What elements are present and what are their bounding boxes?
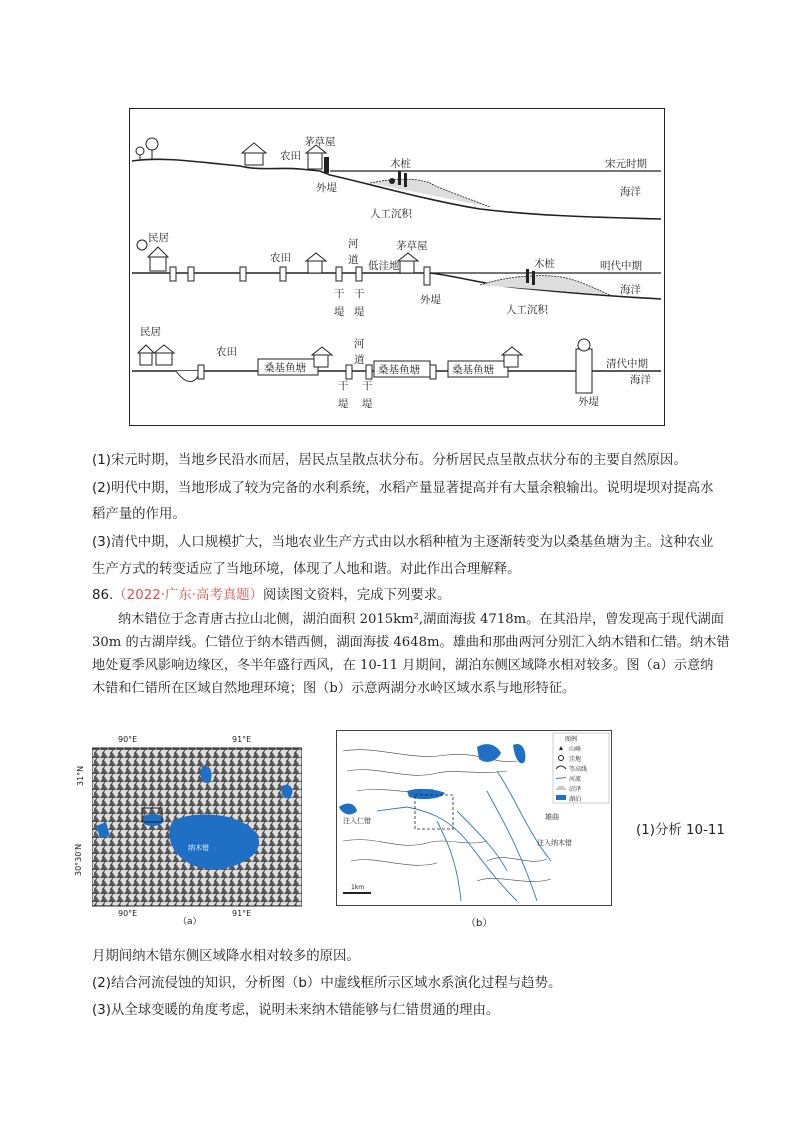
river-label: 雄曲 [545, 813, 559, 821]
label: 明代中期 [600, 260, 642, 272]
label: 海洋 [620, 186, 641, 198]
legend-title: 图例 [565, 736, 578, 743]
label: 海洋 [620, 284, 641, 296]
label: 堤 [354, 306, 365, 318]
question-3-cont: 生产方式的转变适应了当地环境，体现了人地和谐。对此作出合理解释。 [92, 562, 521, 577]
label: 人工沉积 [370, 208, 412, 220]
lake [339, 804, 357, 815]
question-2: (2)明代中期，当地形成了较为完备的水利系统，水稻产量显著提高并有大量余粮输出。说明堤坝对提高水 [92, 481, 714, 496]
label: 外堤 [578, 396, 599, 408]
legend [553, 733, 609, 803]
label: 堤 [362, 398, 373, 410]
legend-item: 湖泊 [569, 796, 582, 803]
lat-label: 31°N [76, 765, 85, 786]
label: 清代中期 [606, 358, 648, 370]
label: 外堤 [316, 182, 337, 194]
label: 低洼地 [368, 260, 400, 272]
legend-item: 山峰 [569, 746, 582, 753]
label: 干 [334, 288, 345, 300]
question-2-cont: 稻产量的作用。 [92, 507, 186, 522]
question-86-header [92, 587, 450, 605]
house-icon [154, 345, 174, 365]
legend-item: 沼泽 [569, 786, 582, 793]
inflow-label: 注入纳木错 [537, 839, 572, 847]
lon-label: 90°E [118, 735, 138, 744]
label: 干 [354, 288, 365, 300]
house-icon [138, 345, 154, 365]
label: 农田 [270, 252, 291, 264]
label: 干 [338, 380, 349, 392]
lake-label: 纳木错 [188, 844, 209, 852]
label: 木桩 [390, 158, 411, 170]
label: 桑基鱼塘 [452, 364, 494, 376]
hut-icon [502, 347, 522, 367]
instruction: 阅读图文资料，完成下列要求。 [263, 588, 451, 603]
label: 茅草屋 [396, 240, 428, 252]
question-1: (1)宋元时期，当地乡民沿水而居，居民点呈散点状分布。分析居民点呈散点状分布的主要自然原因。 [92, 453, 687, 468]
passage [92, 608, 732, 700]
legend-item: 等高线 [569, 766, 588, 773]
label: 河 [348, 238, 359, 250]
legend-item: 河流 [569, 776, 582, 783]
label: 道 [348, 254, 359, 266]
label: 农田 [216, 346, 237, 358]
label: 堤 [338, 398, 349, 410]
lake [407, 789, 445, 799]
dashed-study-box [415, 795, 453, 829]
lon-label: 91°E [232, 909, 252, 918]
scale-label: 1km [351, 884, 365, 891]
hut-icon [306, 253, 326, 273]
label: 人工沉积 [506, 304, 548, 316]
question-86-1: (1)分析 10-11 [636, 823, 725, 838]
lon-label: 91°E [232, 735, 252, 744]
hut-icon [306, 145, 326, 169]
passage-line: 地处夏季风影响边缘区，冬半年盛行西风，在 10-11 月期间，湖泊东侧区域降水相对较多。图（a）示意纳 [92, 658, 714, 673]
hut-icon [398, 253, 418, 273]
question-86-3: (3)从全球变暖的角度考虑，说明未来纳木错能够与仁错贯通的理由。 [92, 1003, 500, 1018]
passage-line: 木错和仁错所在区域自然地理环境；图（b）示意两湖分水岭区域水系与地形特征。 [92, 681, 576, 696]
label: 堤 [334, 306, 345, 318]
label: 干 [362, 380, 373, 392]
lon-label: 90°E [118, 909, 138, 918]
question-3: (3)清代中期，人口规模扩大，当地农业生产方式由以水稻种植为主逐渐转变为以桑基鱼塘为主。这种农业 [92, 535, 714, 550]
label: 民居 [148, 232, 169, 244]
question-number: 86. [92, 588, 114, 603]
map-a [74, 726, 302, 926]
label: 外堤 [420, 294, 441, 306]
lat-label: 30°30′N [74, 843, 83, 876]
label: 河 [354, 338, 365, 350]
passage-line: 30m 的古湖岸线。仁错位于纳木错西侧，湖面海拔 4648m。雄曲和那曲两河分别汇入纳木错和仁错。纳木错 [92, 635, 730, 650]
reclamation-diagram [130, 109, 663, 424]
label: 桑基鱼塘 [378, 364, 420, 376]
house-icon [137, 240, 168, 271]
label: 海洋 [630, 374, 651, 386]
map-b [336, 730, 612, 906]
label: 道 [354, 354, 365, 366]
source-tag: （2022·广东·高考真题） [113, 588, 264, 603]
lake [513, 744, 525, 763]
passage-line: 纳木错位于念青唐古拉山北侧，湖泊面积 2015km²,湖面海拔 4718m。在其沿岸，曾发现高于现代湖面 [118, 612, 724, 627]
label: 桑基鱼塘 [264, 362, 306, 374]
lake-icon [556, 795, 566, 800]
label: 民居 [140, 326, 161, 338]
lake [477, 744, 501, 762]
question-86-1-cont: 月期间纳木错东侧区域降水相对较多的原因。 [92, 949, 360, 964]
hut-icon [312, 347, 332, 367]
reclamation-figure [129, 108, 665, 426]
question-86-2: (2)结合河流侵蚀的知识，分析图（b）中虚线框所示区域水系演化过程与趋势。 [92, 976, 562, 991]
label: 茅草屋 [304, 136, 336, 148]
legend-item: 洼地 [569, 756, 582, 763]
label: 木桩 [534, 258, 555, 270]
tree-icon [136, 138, 158, 160]
map-caption: （b） [466, 918, 493, 929]
label: 宋元时期 [605, 158, 647, 170]
label: 农田 [280, 150, 301, 162]
map-caption: （a） [178, 917, 202, 926]
inflow-label: 注入仁错 [343, 817, 371, 825]
hut-icon [242, 143, 266, 165]
